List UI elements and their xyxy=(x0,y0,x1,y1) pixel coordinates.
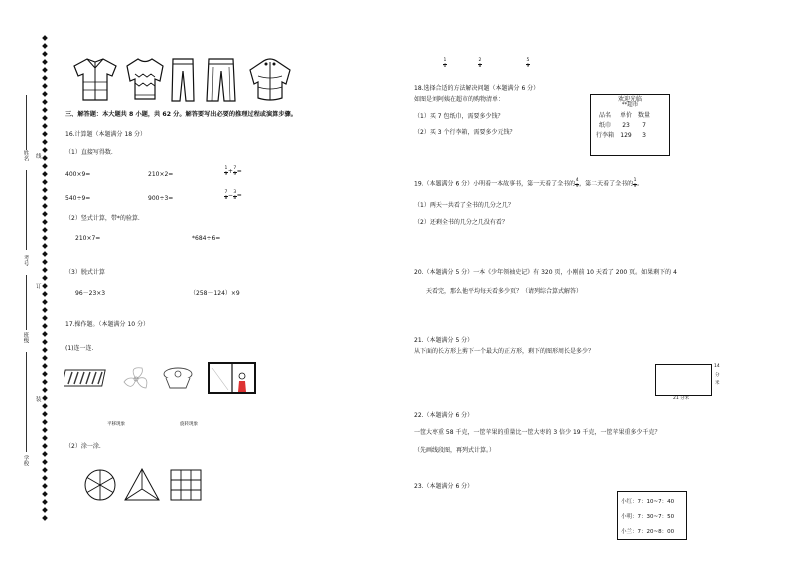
q18-intro: 如图是刘阿姨在超市的购物清单： xyxy=(414,96,505,103)
seal-dot xyxy=(42,131,48,137)
seal-dot xyxy=(42,355,48,361)
table-row: 品名 单价 数量 xyxy=(599,111,651,119)
rect-bottom-label: 21 分米 xyxy=(673,396,690,401)
seal-dot xyxy=(42,155,48,161)
q17-part1: (1)连一连. xyxy=(65,345,94,352)
rect-side-label: 14 xyxy=(714,364,720,369)
seal-dot xyxy=(42,467,48,473)
seal-dot xyxy=(42,371,48,377)
seal-dot xyxy=(42,307,48,313)
seal-dot xyxy=(42,299,48,305)
q16-r1-a: 400×9= xyxy=(65,171,91,178)
seal-dot xyxy=(42,227,48,233)
seal-dot xyxy=(42,483,48,489)
seal-dot xyxy=(42,243,48,249)
sweater-icon xyxy=(125,57,165,101)
seal-dot xyxy=(42,491,48,497)
label-class: 班级 xyxy=(22,332,29,343)
seal-dot xyxy=(42,331,48,337)
fraction: $\frac{1}{6}$ xyxy=(443,58,447,69)
q21-line1: 从下面的长方形上剪下一个最大的正方形，剩下的图形周长是多少？ xyxy=(414,348,595,355)
fraction: $\frac{1}{9}$ xyxy=(224,166,228,177)
seal-dot xyxy=(42,395,48,401)
square-grid-shape xyxy=(170,469,202,501)
section-3-heading: 三、解答题：本大题共 8 小题，共 62 分。解答要写出必要的推理过程或演算步骤。 xyxy=(65,111,297,118)
seal-dot xyxy=(42,275,48,281)
seal-dot xyxy=(42,403,48,409)
seal-dot xyxy=(42,115,48,121)
q17-title: 17.操作题。（本题满分 10 分） xyxy=(65,321,149,328)
seal-dot xyxy=(42,379,48,385)
fraction: $\frac{7}{8}$ xyxy=(224,190,228,201)
q18-a: （1）买 7 包纸巾，需要多少钱？ xyxy=(414,113,504,120)
seal-dot xyxy=(42,251,48,257)
q16-r2-a: 540÷9= xyxy=(65,195,91,202)
seal-dot xyxy=(42,339,48,345)
q16-part1: （1）直接写得数. xyxy=(65,149,113,156)
seal-dot xyxy=(42,507,48,513)
q19-a: （1）两天一共看了全书的几分之几？ xyxy=(414,202,514,209)
fraction: $\frac{1}{9}$ xyxy=(633,178,637,189)
seal-dot xyxy=(42,267,48,273)
q19-title: 19.（本题满分 6 分）小明看一本故事书，第一天看了全书的 $\frac{4}{9}$ ，第二天看了全书的 $\frac{1}{9}$ 。 xyxy=(414,178,643,189)
q23-title: 23.（本题满分 6 分） xyxy=(414,483,474,490)
seal-dot xyxy=(42,139,48,145)
seal-dot xyxy=(42,147,48,153)
seal-dot xyxy=(42,107,48,113)
label-exam-number: 考号 xyxy=(22,255,29,266)
seal-dot xyxy=(42,475,48,481)
seal-dot xyxy=(42,83,48,89)
trousers-icon xyxy=(205,57,237,103)
jacket-icon xyxy=(72,56,118,102)
seal-dot xyxy=(42,499,48,505)
fraction: $\frac{2}{8}$ xyxy=(478,58,482,69)
time-entry-lan: 小兰：7：20~8：00 xyxy=(621,529,675,535)
seal-dot xyxy=(42,291,48,297)
seal-dot xyxy=(42,435,48,441)
seal-dot xyxy=(42,99,48,105)
seal-dot xyxy=(42,315,48,321)
q20-line2: 天看完，那么他平均每天看多少页？（请列综合算式解答） xyxy=(426,288,583,295)
seal-dot xyxy=(42,515,48,521)
seal-dot xyxy=(42,51,48,57)
seal-dot xyxy=(42,363,48,369)
q21-title: 21.（本题满分 5 分） xyxy=(414,337,474,344)
q18-b: （2）买 3 个行李箱，需要多少元钱？ xyxy=(414,129,516,136)
window-girl-icon xyxy=(208,362,256,394)
receipt-title: 欢迎光临 xyxy=(617,96,642,103)
fraction: $\frac{4}{9}$ xyxy=(575,178,579,189)
seal-dot xyxy=(42,75,48,81)
q16-r2-frac: $\frac{7}{8}$ − $\frac{3}{8}$ = xyxy=(224,190,242,201)
abacus-icon xyxy=(64,366,108,390)
seal-dot xyxy=(42,203,48,209)
exam-number-line xyxy=(26,170,27,250)
pants-icon xyxy=(170,57,196,103)
shopping-receipt xyxy=(590,94,670,156)
label-school: 学校 xyxy=(22,455,29,466)
triangle-shape xyxy=(124,468,160,501)
q16-r1-b: 210×2= xyxy=(148,171,174,178)
seal-char-pack: 装 xyxy=(36,397,42,403)
seal-dot xyxy=(42,387,48,393)
q16-r3-b: *684÷6= xyxy=(192,235,221,242)
q16-r3-a: 210×7= xyxy=(75,235,101,242)
rectangle-figure xyxy=(655,364,712,396)
q16-r4-b: （258－124）×9 xyxy=(190,290,240,297)
seal-dot xyxy=(42,211,48,217)
table-row: 行李箱 129 3 xyxy=(596,131,646,139)
seal-dot xyxy=(42,35,48,41)
school-line xyxy=(26,352,27,452)
class-line xyxy=(26,275,27,330)
seal-dot xyxy=(42,459,48,465)
coat-icon xyxy=(246,56,294,104)
seal-dot xyxy=(42,123,48,129)
receipt-store: **超市 xyxy=(621,102,639,108)
seal-dot xyxy=(42,443,48,449)
seal-dot xyxy=(42,67,48,73)
seal-dot xyxy=(42,195,48,201)
seal-dot xyxy=(42,187,48,193)
q22-line1: 一筐大枣重 58 千克，一筐苹果的重量比一筐大枣的 3 倍少 19 千克，一筐苹果重多少千克？ xyxy=(414,429,661,436)
seal-char-bind: 订 xyxy=(36,284,42,290)
seal-dot xyxy=(42,419,48,425)
fraction: $\frac{3}{8}$ xyxy=(233,190,237,201)
q22-line2: （先画线段图，再列式计算。） xyxy=(414,447,496,454)
caption-translation: 平移现象 xyxy=(107,422,125,427)
q19-b: （2）还剩全书的几分之几没有看？ xyxy=(414,219,508,226)
q20-line1: 20.（本题满分 5 分）一本《少年领袖史记》有 320 页，小刚前 10 天看了 200 页。如果剩下的 4 xyxy=(414,269,677,276)
q16-r1-frac: $\frac{1}{9}$ + $\frac{7}{9}$ = xyxy=(224,166,242,177)
seal-dot xyxy=(42,171,48,177)
seal-dot xyxy=(42,259,48,265)
seal-dot xyxy=(42,451,48,457)
circle-shape xyxy=(84,469,116,501)
time-entry-red: 小红：7：10~7：40 xyxy=(621,499,675,505)
time-entry-ming: 小明：7：30~7：50 xyxy=(621,514,675,520)
rect-side-unit2: 米 xyxy=(715,381,720,386)
seal-dot xyxy=(42,219,48,225)
q16-r4-a: 96－23×3 xyxy=(75,290,106,297)
seal-dot xyxy=(42,179,48,185)
seal-dot xyxy=(42,411,48,417)
time-box xyxy=(617,491,687,540)
seal-char-line: 线 xyxy=(36,154,42,160)
seal-dot xyxy=(42,347,48,353)
label-name: 姓名 xyxy=(22,150,29,161)
caption-rotation: 旋转现象 xyxy=(180,422,198,427)
seal-dot xyxy=(42,323,48,329)
seal-dot xyxy=(42,283,48,289)
q16-title: 16.计算题（本题满分 18 分） xyxy=(65,131,146,138)
fraction: $\frac{5}{9}$ xyxy=(526,58,530,69)
scale-icon xyxy=(160,364,196,392)
q18-title: 18.选择合适的方法解决问题（本题满分 6 分） xyxy=(414,85,540,92)
name-line xyxy=(26,95,27,150)
seal-dot xyxy=(42,91,48,97)
rect-side-unit1: 分 xyxy=(715,373,720,378)
seal-dot xyxy=(42,43,48,49)
seal-dot xyxy=(42,235,48,241)
fraction: $\frac{7}{9}$ xyxy=(233,166,237,177)
seal-dot xyxy=(42,59,48,65)
q16-part2: （2）竖式计算，带*的验算. xyxy=(65,215,140,222)
seal-dot xyxy=(42,163,48,169)
q16-part3: （3）脱式计算 xyxy=(65,269,105,276)
receipt-table xyxy=(593,111,653,141)
q16-r2-b: 900÷3= xyxy=(148,195,174,202)
seal-dot xyxy=(42,427,48,433)
q22-title: 22.（本题满分 6 分） xyxy=(414,412,474,419)
fan-icon xyxy=(118,364,154,394)
table-row: 纸巾 23 7 xyxy=(599,121,646,129)
q17-part2: （2）涂一涂. xyxy=(65,443,101,450)
